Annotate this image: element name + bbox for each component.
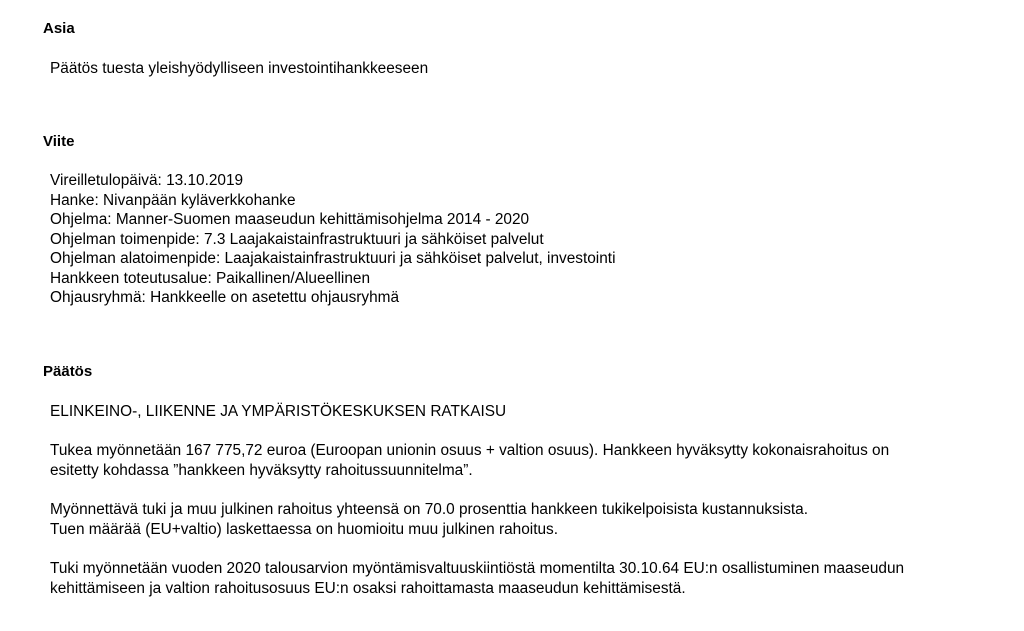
- reference-line-project: Hanke: Nivanpään kyläverkkohanke: [50, 191, 296, 209]
- decision-line: Myönnettävä tuki ja muu julkinen rahoitus yhteensä on 70.0 prosenttia hankkeen tukikelpoisista kustannuksista.: [50, 501, 809, 518]
- decision-line: kehittämiseen ja valtion rahoitusosuus EU:n osaksi rahoittamasta maaseudun kehittämisestä.: [50, 579, 686, 597]
- section-heading-viite: Viite: [43, 133, 75, 150]
- decision-authority: ELINKEINO-, LIIKENNE JA YMPÄRISTÖKESKUKSEN RATKAISU: [50, 403, 507, 420]
- section-heading-paatos: Päätös: [43, 363, 93, 380]
- reference-line-programme: Ohjelma: Manner-Suomen maaseudun kehittämisohjelma 2014 - 2020: [50, 211, 530, 228]
- reference-line-steering-group: Ohjausryhmä: Hankkeelle on asetettu ohjausryhmä: [50, 289, 400, 306]
- reference-line-measure: Ohjelman toimenpide: 7.3 Laajakaistainfrastruktuuri ja sähköiset palvelut: [50, 230, 544, 248]
- decision-paragraph-grant: [50, 441, 1010, 480]
- reference-line-area: Hankkeen toteutusalue: Paikallinen/Alueellinen: [50, 269, 371, 287]
- reference-line-submission-date: Vireilletulopäivä: 13.10.2019: [50, 172, 244, 189]
- decision-line: esitetty kohdassa ”hankkeen hyväksytty rahoitussuunnitelma”.: [50, 461, 473, 479]
- decision-paragraph-funding: [50, 500, 1010, 539]
- subject-text: Päätös tuesta yleishyödylliseen investointihankkeeseen: [50, 60, 429, 77]
- reference-details: [50, 171, 1010, 308]
- decision-line: Tuen määrää (EU+valtio) laskettaessa on huomioitu muu julkinen rahoitus.: [50, 520, 559, 538]
- reference-line-sub-measure: Ohjelman alatoimenpide: Laajakaistainfrastruktuuri ja sähköiset palvelut, investointi: [50, 250, 616, 267]
- decision-line: Tuki myönnetään vuoden 2020 talousarvion myöntämisvaltuuskiintiöstä momentilta 30.10.64 EU:n osallistuminen maaseudun: [50, 560, 905, 577]
- section-heading-asia: Asia: [43, 20, 75, 37]
- decision-line: Tukea myönnetään 167 775,72 euroa (Euroopan unionin osuus + valtion osuus). Hankkeen hyväksytty kokonaisrahoitus on: [50, 442, 890, 459]
- decision-paragraph-budget: [50, 559, 1010, 598]
